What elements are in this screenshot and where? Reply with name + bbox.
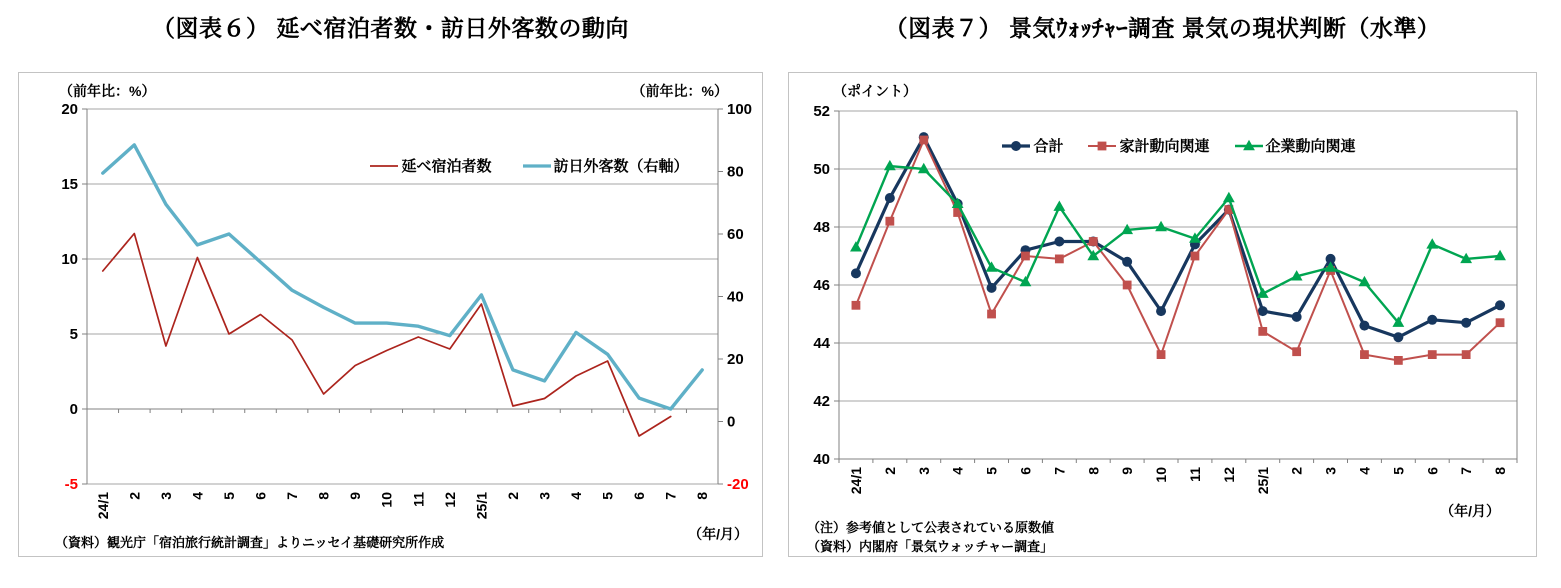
data-point-circle <box>987 283 997 293</box>
left-axis-tick-label: 46 <box>813 277 830 294</box>
category-label: 25/1 <box>1254 467 1271 495</box>
legend-item-合計 <box>1001 135 1063 156</box>
category-label: 4 <box>568 492 585 500</box>
legend-label: 企業動向関連 <box>1265 138 1356 155</box>
category-label: 2 <box>881 467 898 475</box>
category-label: 2 <box>1288 467 1305 475</box>
category-label: 4 <box>949 467 966 475</box>
data-point-circle <box>1011 141 1021 151</box>
data-point-square <box>852 301 861 310</box>
category-label: 10 <box>378 492 395 508</box>
series-line-訪日外客数（右軸） <box>103 145 702 409</box>
data-point-circle <box>1393 332 1403 342</box>
series-line-延べ宿泊者数 <box>103 234 671 437</box>
category-label: 8 <box>1085 467 1102 475</box>
data-point-circle <box>885 193 895 203</box>
data-point-square <box>1428 350 1437 359</box>
category-label: 12 <box>1220 467 1237 483</box>
right-axis-tick-label: 100 <box>727 101 753 118</box>
data-point-triangle <box>1426 238 1438 248</box>
figure6-panel <box>18 72 763 557</box>
category-label: 3 <box>536 492 553 500</box>
legend-swatch-triangle <box>1234 139 1264 153</box>
data-point-square <box>1462 350 1471 359</box>
category-label: 6 <box>631 492 648 500</box>
category-label: 11 <box>1186 467 1203 482</box>
data-point-circle <box>1258 306 1268 316</box>
figure7-axis-unit: （ポイント） <box>833 83 917 99</box>
legend-swatch-none <box>522 159 552 173</box>
left-axis-tick-label: 40 <box>813 451 830 468</box>
left-axis-tick-label: 48 <box>813 219 830 236</box>
data-point-square <box>1496 318 1505 327</box>
figure7-note: （注）参考値として公表されている原数値 <box>807 520 1055 535</box>
data-point-circle <box>1427 315 1437 325</box>
figure6-left-axis-unit: （前年比：%） <box>59 83 156 99</box>
figure7-x-axis-caption: （年/月） <box>1440 503 1500 519</box>
legend-swatch-none <box>369 159 399 173</box>
category-label: 3 <box>1322 467 1339 475</box>
data-point-triangle <box>1155 221 1167 231</box>
category-label: 4 <box>1356 467 1373 475</box>
legend-swatch-square <box>1087 139 1117 153</box>
left-axis-tick-label: 44 <box>813 335 830 352</box>
category-label: 7 <box>1051 467 1068 475</box>
category-label: 4 <box>189 492 206 500</box>
left-axis-tick-label: 0 <box>69 401 78 418</box>
figure7-title: （図表７） 景気ｳｫｯﾁｬｰ調査 景気の現状判断（水準） <box>884 15 1441 41</box>
category-label: 7 <box>1458 467 1475 475</box>
category-label: 7 <box>662 492 679 500</box>
figure7-panel <box>788 72 1537 557</box>
category-label: 9 <box>347 492 364 500</box>
figure7-source: （資料）内閣府「景気ウォッチャー調査」 <box>807 539 1054 554</box>
figure6-title: （図表６） 延べ宿泊者数・訪日外客数の動向 <box>152 15 629 41</box>
right-axis-tick-label: 60 <box>727 226 744 243</box>
right-axis-tick-label: 0 <box>727 413 736 431</box>
category-label: 2 <box>504 492 521 500</box>
series-line-企業動向関連 <box>856 166 1500 323</box>
data-point-triangle <box>850 241 862 251</box>
data-point-square <box>1021 252 1030 261</box>
data-point-circle <box>1156 306 1166 316</box>
data-point-square <box>1394 356 1403 365</box>
data-point-square <box>1098 141 1107 150</box>
data-point-square <box>885 217 894 226</box>
category-label: 10 <box>1153 467 1170 483</box>
category-label: 5 <box>599 492 616 500</box>
data-point-square <box>1089 237 1098 246</box>
category-label: 5 <box>220 492 237 500</box>
data-point-circle <box>1054 237 1064 247</box>
right-axis-tick-label: -20 <box>727 476 749 493</box>
data-point-circle <box>1122 257 1132 267</box>
data-point-square <box>1360 350 1369 359</box>
figure6-right-axis-unit: （前年比：%） <box>631 83 728 99</box>
figure6-plot-area <box>19 73 762 556</box>
data-point-circle <box>1495 300 1505 310</box>
data-point-circle <box>1292 312 1302 322</box>
left-axis-tick-label: 52 <box>813 103 830 120</box>
legend-item-企業動向関連 <box>1234 135 1356 156</box>
figure6-x-axis-caption: （年/月） <box>688 526 748 542</box>
data-point-square <box>987 310 996 319</box>
legend-label: 延べ宿泊者数 <box>401 158 492 175</box>
right-axis-tick-label: 40 <box>727 288 744 306</box>
category-label: 6 <box>1424 467 1441 475</box>
figure7-legend <box>846 135 1511 156</box>
data-point-circle <box>851 268 861 278</box>
category-label: 12 <box>441 492 458 508</box>
category-label: 25/1 <box>473 492 490 520</box>
data-point-square <box>1157 350 1166 359</box>
left-axis-tick-label: -5 <box>64 476 78 493</box>
legend-item-訪日外客数（右軸） <box>522 155 689 176</box>
left-axis-tick-label: 15 <box>61 176 78 193</box>
data-point-square <box>1292 347 1301 356</box>
category-label: 8 <box>694 492 711 500</box>
figure6-legend <box>319 155 739 176</box>
category-label: 6 <box>1017 467 1034 475</box>
right-axis-tick-label: 20 <box>727 351 744 368</box>
category-label: 8 <box>315 492 332 500</box>
left-axis-tick-label: 20 <box>61 101 78 118</box>
category-label: 11 <box>410 492 427 507</box>
category-label: 6 <box>252 492 269 500</box>
legend-label: 訪日外客数（右軸） <box>553 158 689 175</box>
data-point-triangle <box>1053 201 1065 211</box>
data-point-triangle <box>1494 250 1506 260</box>
data-point-square <box>1055 255 1064 264</box>
data-point-square <box>1191 252 1200 261</box>
data-point-circle <box>1461 318 1471 328</box>
legend-label: 家計動向関連 <box>1119 138 1210 155</box>
data-point-triangle <box>1223 192 1235 202</box>
data-point-square <box>1258 327 1267 336</box>
category-label: 24/1 <box>847 467 864 495</box>
figure6-chart <box>19 73 762 561</box>
category-label: 7 <box>284 492 301 500</box>
left-axis-tick-label: 5 <box>69 326 78 343</box>
series-line-家計動向関連 <box>856 140 1500 360</box>
legend-item-家計動向関連 <box>1087 135 1209 156</box>
legend-swatch-circle <box>1001 139 1031 153</box>
category-label: 5 <box>983 467 1000 475</box>
category-label: 3 <box>157 492 174 500</box>
figure6-source: （資料）観光庁「宿泊旅行統計調査」よりニッセイ基礎研究所作成 <box>55 535 445 550</box>
left-axis-tick-label: 10 <box>61 251 78 268</box>
data-point-circle <box>1359 321 1369 331</box>
category-label: 3 <box>915 467 932 475</box>
category-label: 8 <box>1492 467 1509 475</box>
legend-label: 合計 <box>1033 138 1064 155</box>
left-axis-tick-label: 42 <box>813 393 830 410</box>
category-label: 9 <box>1119 467 1136 475</box>
category-label: 2 <box>126 492 143 500</box>
legend-item-延べ宿泊者数 <box>369 155 491 176</box>
category-label: 5 <box>1390 467 1407 475</box>
left-axis-tick-label: 50 <box>813 161 830 178</box>
data-point-triangle <box>884 160 896 170</box>
right-axis-tick-label: 80 <box>727 163 744 181</box>
data-point-triangle <box>986 261 998 271</box>
data-point-square <box>1123 281 1132 290</box>
category-label: 24/1 <box>94 492 111 520</box>
